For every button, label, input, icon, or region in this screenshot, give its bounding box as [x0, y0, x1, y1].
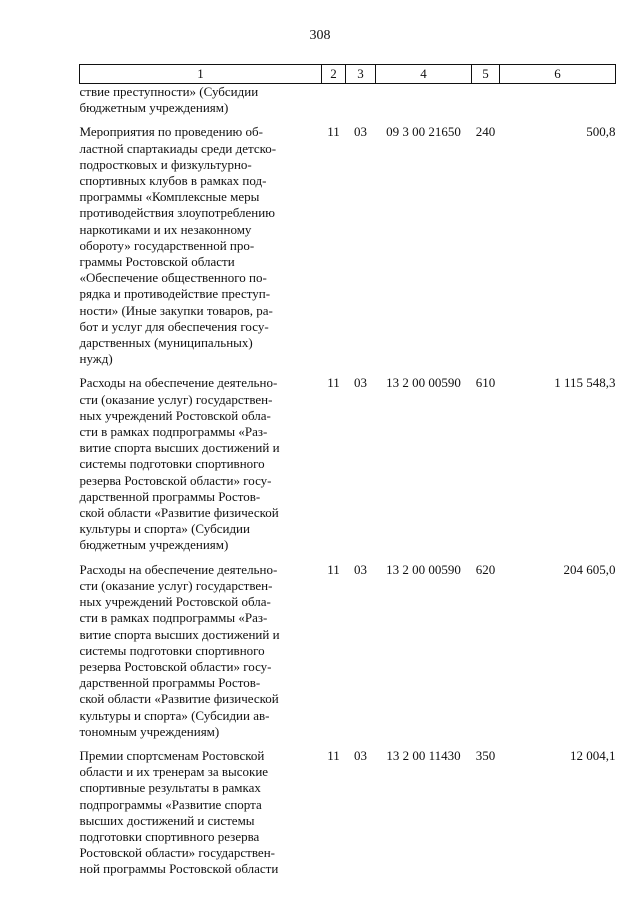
- spacer-cell: [500, 116, 616, 124]
- description-line: витие спорта высших достижений и: [79, 440, 280, 456]
- table-row: [80, 375, 616, 553]
- expense-type-code: [472, 84, 500, 117]
- subsection-code: [346, 84, 376, 117]
- spacer-cell: [376, 367, 472, 375]
- description-line: нужд): [79, 351, 113, 367]
- description-line: ных учреждений Ростовской обла-: [79, 594, 271, 610]
- description-line: сти (оказание услуг) государствен-: [79, 391, 273, 407]
- expense-type-code: 240: [475, 124, 496, 140]
- description-line: Расходы на обеспечение деятельно-: [79, 561, 278, 577]
- table-header-row: [80, 65, 616, 84]
- description-line: спортивных клубов в рамках под-: [79, 173, 267, 189]
- description-line: бюджетным учреждениям): [79, 537, 229, 553]
- target-article-code: 13 2 00 00590: [386, 561, 461, 577]
- target-article-code: 13 2 00 11430: [386, 747, 461, 763]
- row-description: [80, 562, 322, 740]
- description-line: сти (оказание услуг) государствен-: [79, 577, 273, 593]
- description-line: противодействия злоупотреблению: [79, 205, 275, 221]
- description-line: граммы Ростовской области: [79, 254, 235, 270]
- description-line: спортивные результаты в рамках: [79, 780, 261, 796]
- page-number: 308: [309, 28, 331, 43]
- description-line: области и их тренерам за высокие: [79, 764, 269, 780]
- description-line: высших достижений и системы: [79, 812, 255, 828]
- description-line: ных учреждений Ростовской обла-: [79, 407, 271, 423]
- description-line: Ростовской области» государствен-: [79, 845, 275, 861]
- spacer-cell: [376, 740, 472, 748]
- spacer-cell: [322, 367, 346, 375]
- description-line: обороту» государственной про-: [79, 237, 255, 253]
- spacer-cell: [472, 367, 500, 375]
- description-line: резерва Ростовской области» госу-: [79, 658, 272, 674]
- amount-value: 12 004,1: [570, 747, 616, 763]
- description-line: культуры и спорта» (Субсидии: [79, 521, 250, 537]
- target-article-code: 09 3 00 21650: [386, 124, 461, 140]
- section-code: 11: [327, 375, 340, 391]
- description-line: сти в рамках подпрограммы «Раз-: [79, 610, 268, 626]
- subsection-code: 03: [354, 747, 367, 763]
- description-line: бот и услуг для обеспечения госу-: [79, 318, 269, 334]
- spacer-cell: [80, 116, 322, 124]
- table-row: [80, 124, 616, 367]
- section-code: 11: [327, 561, 340, 577]
- column-header: 5: [472, 65, 500, 84]
- spacer-cell: [376, 116, 472, 124]
- description-line: ской области «Развитие физической: [79, 505, 279, 521]
- column-header: 6: [500, 65, 616, 84]
- budget-table: [79, 64, 616, 878]
- description-line: Премии спортсменам Ростовской: [79, 747, 265, 763]
- description-line: ской области «Развитие физической: [79, 691, 279, 707]
- spacer-cell: [322, 554, 346, 562]
- subsection-code: 03: [354, 561, 367, 577]
- subsection-code: 03: [354, 375, 367, 391]
- description-line: Мероприятия по проведению об-: [79, 124, 263, 140]
- table-body: [80, 84, 616, 878]
- row-spacer: [80, 367, 616, 375]
- expense-type-code: 610: [475, 375, 496, 391]
- spacer-cell: [472, 740, 500, 748]
- spacer-cell: [322, 116, 346, 124]
- column-header: 2: [322, 65, 346, 84]
- description-line: витие спорта высших достижений и: [79, 626, 280, 642]
- spacer-cell: [346, 740, 376, 748]
- row-description: [80, 375, 322, 553]
- description-line: дарственной программы Ростов-: [79, 488, 261, 504]
- description-line: программы «Комплексные меры: [79, 189, 260, 205]
- description-line: системы подготовки спортивного: [79, 642, 265, 658]
- expense-type-code: 620: [475, 561, 496, 577]
- description-line: ствие преступности» (Субсидии: [79, 84, 259, 99]
- description-line: наркотиками и их незаконному: [79, 221, 252, 237]
- table-row: [80, 84, 616, 117]
- spacer-cell: [80, 367, 322, 375]
- description-line: Расходы на обеспечение деятельно-: [79, 375, 278, 391]
- row-spacer: [80, 740, 616, 748]
- expense-type-code: 350: [475, 747, 496, 763]
- spacer-cell: [472, 116, 500, 124]
- column-header: 3: [346, 65, 376, 84]
- description-line: «Обеспечение общественного по-: [79, 270, 267, 286]
- spacer-cell: [472, 554, 500, 562]
- description-line: резерва Ростовской области» госу-: [79, 472, 272, 488]
- target-article-code: [376, 84, 472, 117]
- spacer-cell: [346, 554, 376, 562]
- amount-value: 1 115 548,3: [554, 375, 616, 391]
- row-spacer: [80, 116, 616, 124]
- column-header: 1: [80, 65, 322, 84]
- description-line: подготовки спортивного резерва: [79, 828, 260, 844]
- amount-value: 500,8: [586, 124, 616, 140]
- row-description: [80, 748, 322, 878]
- description-line: дарственной программы Ростов-: [79, 675, 261, 691]
- description-line: бюджетным учреждениям): [79, 100, 229, 116]
- section-code: 11: [327, 124, 340, 140]
- description-line: дарственных (муниципальных): [79, 335, 253, 351]
- section-code: 11: [327, 747, 340, 763]
- description-line: культуры и спорта» (Субсидии ав-: [79, 707, 270, 723]
- description-line: ности» (Иные закупки товаров, ра-: [79, 302, 273, 318]
- description-line: подростковых и физкультурно-: [79, 156, 252, 172]
- spacer-cell: [500, 554, 616, 562]
- spacer-cell: [500, 740, 616, 748]
- target-article-code: 13 2 00 00590: [386, 375, 461, 391]
- spacer-cell: [80, 740, 322, 748]
- section-code: [322, 84, 346, 117]
- description-line: системы подготовки спортивного: [79, 456, 265, 472]
- description-line: тономным учреждениям): [79, 723, 220, 739]
- description-line: сти в рамках подпрограммы «Раз-: [79, 424, 268, 440]
- table-row: [80, 562, 616, 740]
- row-spacer: [80, 554, 616, 562]
- subsection-code: 03: [354, 124, 367, 140]
- spacer-cell: [346, 367, 376, 375]
- amount-value: [500, 84, 616, 117]
- description-line: ластной спартакиады среди детско-: [79, 140, 277, 156]
- spacer-cell: [376, 554, 472, 562]
- amount-value: 204 605,0: [563, 561, 616, 577]
- description-line: рядка и противодействие преступ-: [79, 286, 271, 302]
- table-row: [80, 748, 616, 878]
- description-line: ной программы Ростовской области: [79, 861, 279, 877]
- spacer-cell: [80, 554, 322, 562]
- spacer-cell: [322, 740, 346, 748]
- description-line: подпрограммы «Развитие спорта: [79, 796, 262, 812]
- row-description: [80, 84, 322, 117]
- spacer-cell: [346, 116, 376, 124]
- column-header: 4: [376, 65, 472, 84]
- spacer-cell: [500, 367, 616, 375]
- row-description: [80, 124, 322, 367]
